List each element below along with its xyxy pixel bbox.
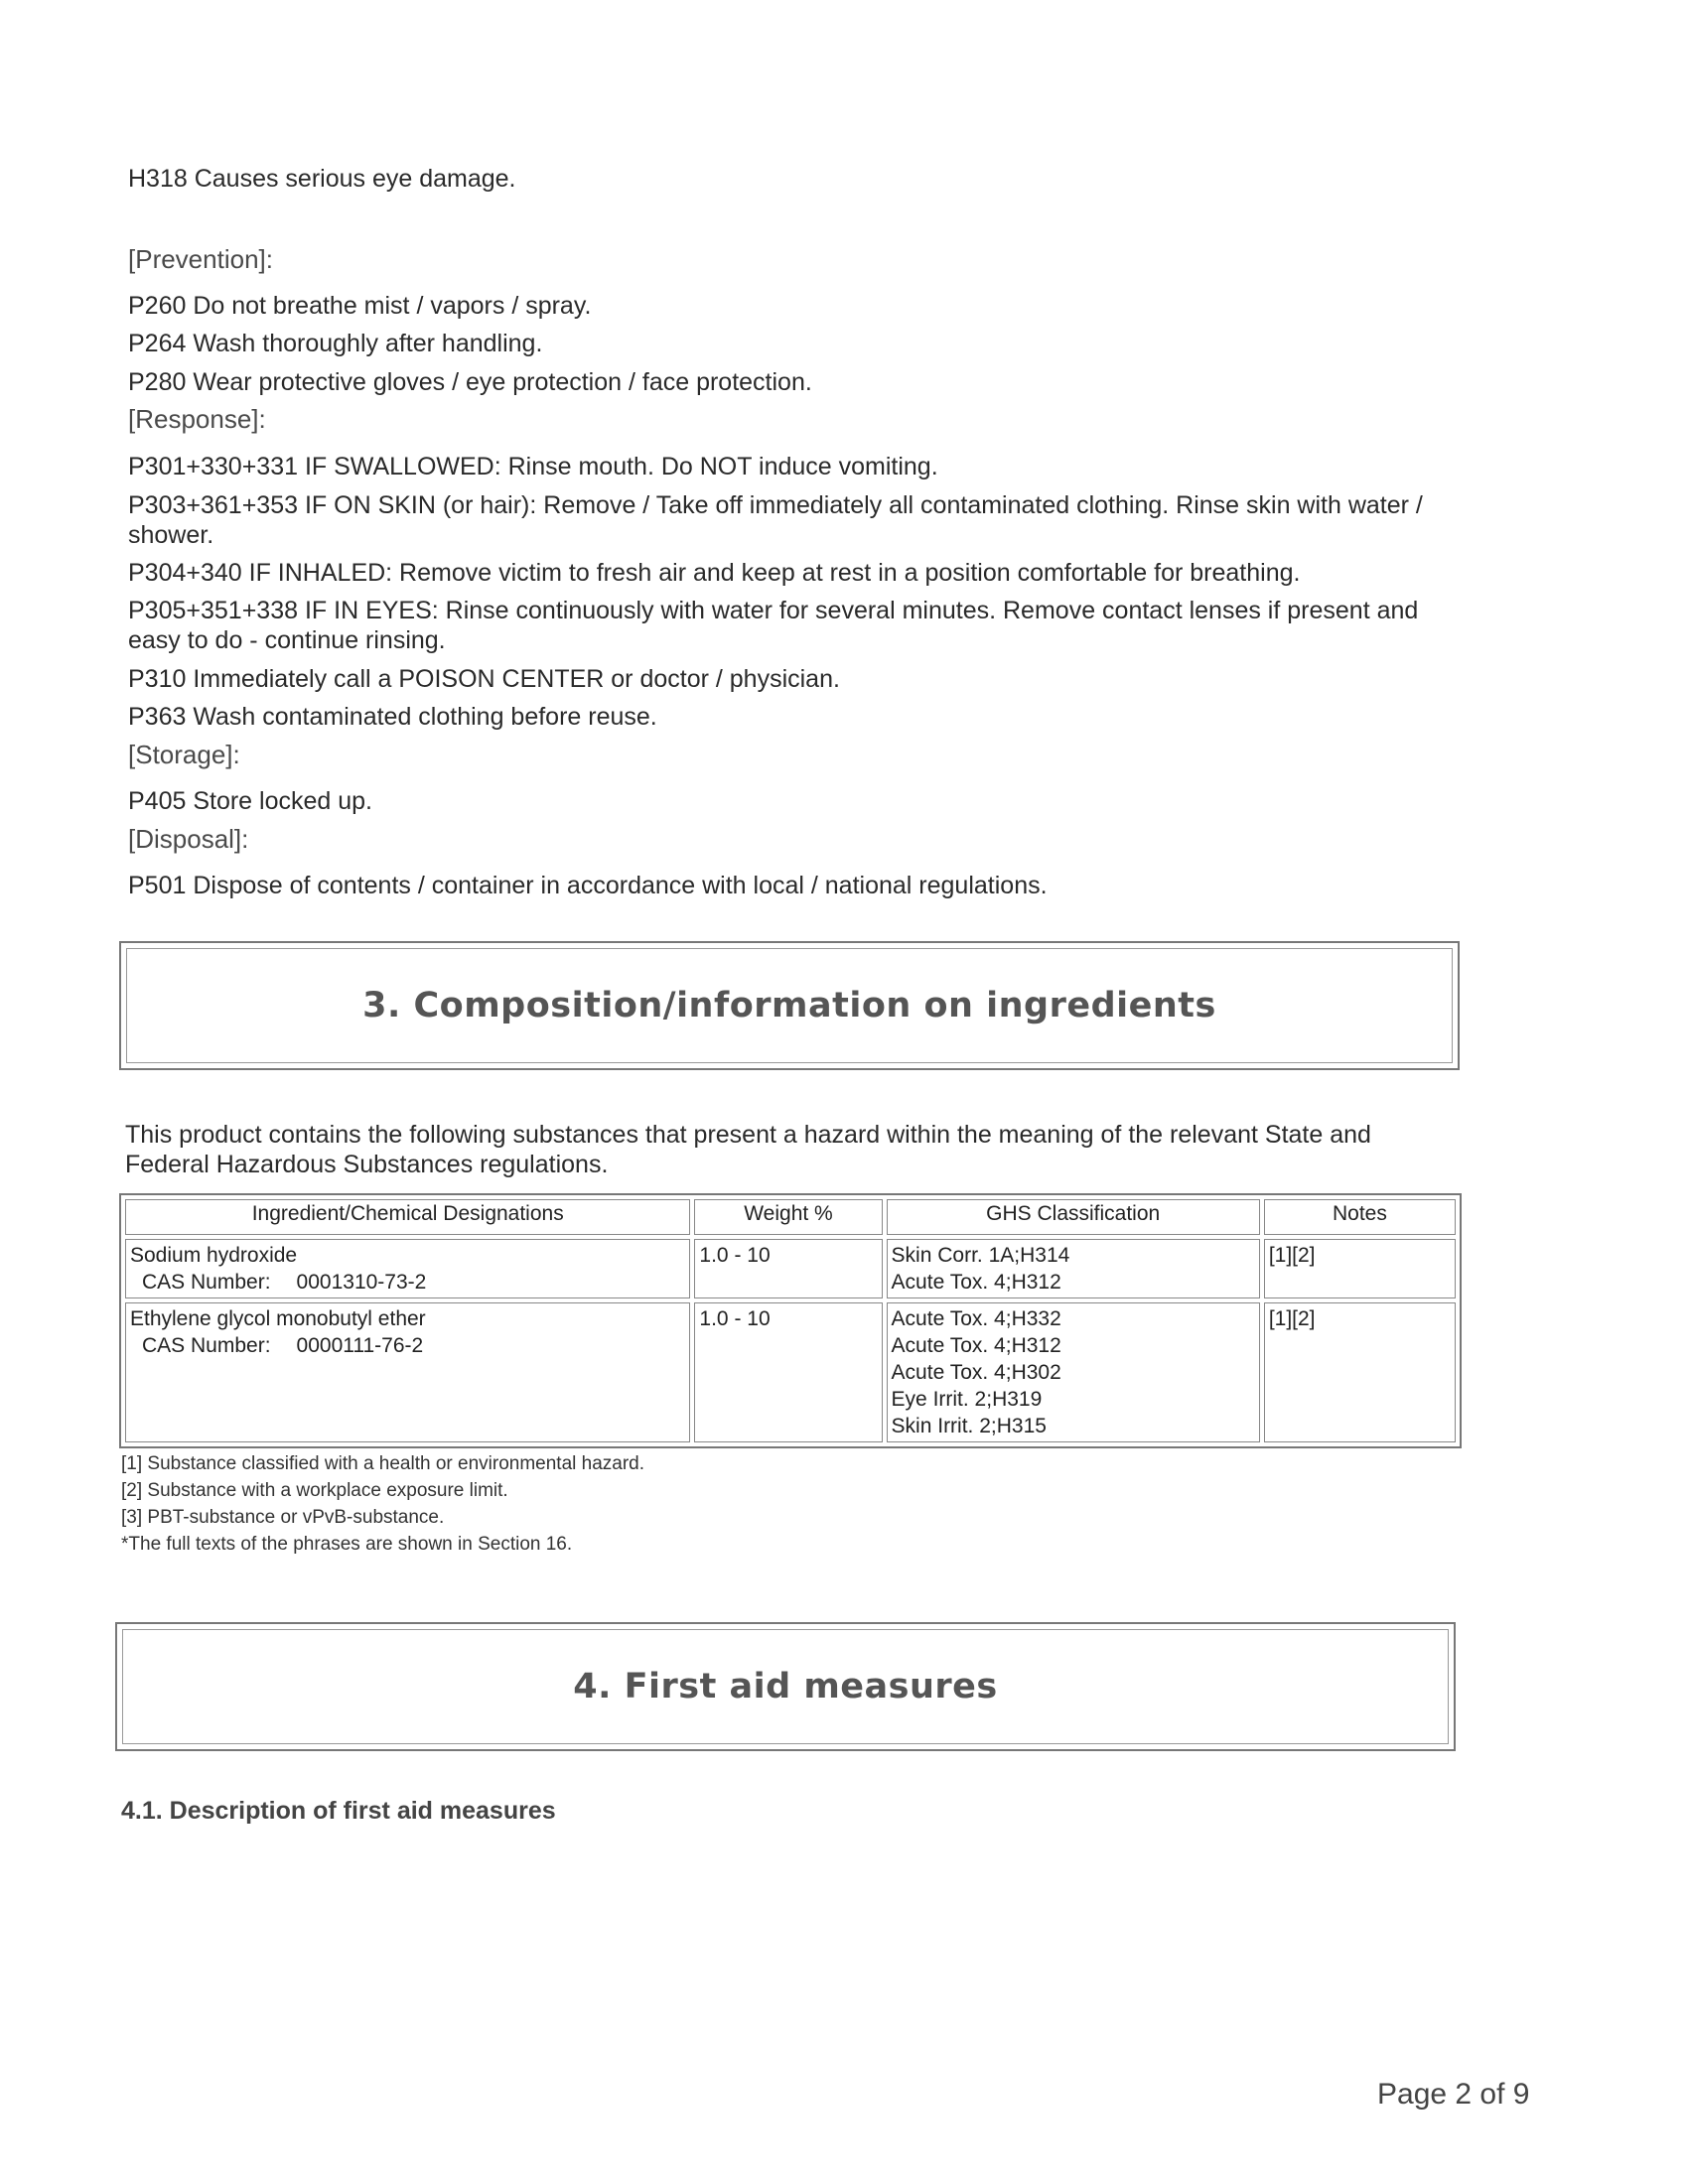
ghs-class: Eye Irrit. 2;H319 xyxy=(891,1388,1043,1411)
response-item: P305+351+338 IF IN EYES: Rinse continuously with water for several minutes. Remove contact lenses if present and easy to do - continue rinsing. xyxy=(128,597,1419,654)
section-4-header xyxy=(115,1622,1456,1751)
ghs-class: Acute Tox. 4;H312 xyxy=(891,1271,1061,1294)
ghs-cell xyxy=(887,1239,1260,1298)
footnote: [1] Substance classified with a health or environmental hazard. xyxy=(121,1453,645,1474)
section-4-title: 4. First aid measures xyxy=(573,1667,998,1706)
weight-cell: 1.0 - 10 xyxy=(694,1302,882,1442)
cas-line xyxy=(130,1332,685,1359)
ingredient-name: Ethylene glycol monobutyl ether xyxy=(130,1307,426,1330)
header-ghs: GHS Classification xyxy=(887,1199,1260,1235)
disposal-item: P501 Dispose of contents / container in accordance with local / national regulations. xyxy=(128,872,1048,899)
composition-table xyxy=(119,1193,1462,1448)
response-item: P310 Immediately call a POISON CENTER or doctor / physician. xyxy=(128,665,840,693)
ingredient-cell xyxy=(125,1239,690,1298)
section-3-intro: This product contains the following substances that present a hazard within the meaning of the relevant State and Federal Hazardous Substances regulations. xyxy=(125,1121,1371,1178)
header-weight: Weight % xyxy=(694,1199,882,1235)
ghs-class: Acute Tox. 4;H302 xyxy=(891,1361,1061,1384)
page-number: Page 2 of 9 xyxy=(1377,2078,1530,2111)
response-item: P304+340 IF INHALED: Remove victim to fresh air and keep at rest in a position comfortable for breathing. xyxy=(128,559,1301,587)
prevention-item: P280 Wear protective gloves / eye protection / face protection. xyxy=(128,368,812,396)
ghs-class: Acute Tox. 4;H332 xyxy=(891,1307,1061,1330)
table-row xyxy=(125,1302,1456,1442)
footnote: *The full texts of the phrases are shown in Section 16. xyxy=(121,1534,573,1555)
header-ingredient: Ingredient/Chemical Designations xyxy=(125,1199,690,1235)
footnote: [2] Substance with a workplace exposure limit. xyxy=(121,1480,508,1501)
hazard-statement: H318 Causes serious eye damage. xyxy=(128,165,516,193)
cas-label: CAS Number: xyxy=(142,1271,271,1294)
response-item: P303+361+353 IF ON SKIN (or hair): Remove / Take off immediately all contaminated clothing. Rinse skin with water / shower. xyxy=(128,491,1423,549)
cas-number: 0000111-76-2 xyxy=(296,1334,424,1357)
ghs-class: Skin Corr. 1A;H314 xyxy=(891,1244,1070,1267)
section-4-1-heading: 4.1. Description of first aid measures xyxy=(121,1797,556,1825)
cas-line xyxy=(130,1269,685,1296)
section-3-title: 3. Composition/information on ingredients xyxy=(362,986,1216,1025)
response-item: P301+330+331 IF SWALLOWED: Rinse mouth. Do NOT induce vomiting. xyxy=(128,453,938,480)
cas-number: 0001310-73-2 xyxy=(296,1271,427,1294)
notes-cell: [1][2] xyxy=(1264,1302,1456,1442)
notes-cell: [1][2] xyxy=(1264,1239,1456,1298)
ghs-cell xyxy=(887,1302,1260,1442)
ingredient-cell xyxy=(125,1302,690,1442)
disposal-label: [Disposal]: xyxy=(128,824,249,854)
footnote: [3] PBT-substance or vPvB-substance. xyxy=(121,1507,445,1528)
prevention-item: P260 Do not breathe mist / vapors / spray. xyxy=(128,292,592,320)
ghs-class: Skin Irrit. 2;H315 xyxy=(891,1415,1047,1437)
response-item: P363 Wash contaminated clothing before reuse. xyxy=(128,703,657,731)
table-header-row xyxy=(125,1199,1456,1235)
storage-item: P405 Store locked up. xyxy=(128,787,372,815)
table-row xyxy=(125,1239,1456,1298)
section-3-header xyxy=(119,941,1460,1070)
storage-label: [Storage]: xyxy=(128,740,240,769)
ingredient-name: Sodium hydroxide xyxy=(130,1244,298,1267)
ghs-class: Acute Tox. 4;H312 xyxy=(891,1334,1061,1357)
response-label: [Response]: xyxy=(128,404,266,434)
prevention-label: [Prevention]: xyxy=(128,244,273,274)
weight-cell: 1.0 - 10 xyxy=(694,1239,882,1298)
prevention-item: P264 Wash thoroughly after handling. xyxy=(128,330,543,357)
cas-label: CAS Number: xyxy=(142,1334,271,1357)
header-notes: Notes xyxy=(1264,1199,1456,1235)
